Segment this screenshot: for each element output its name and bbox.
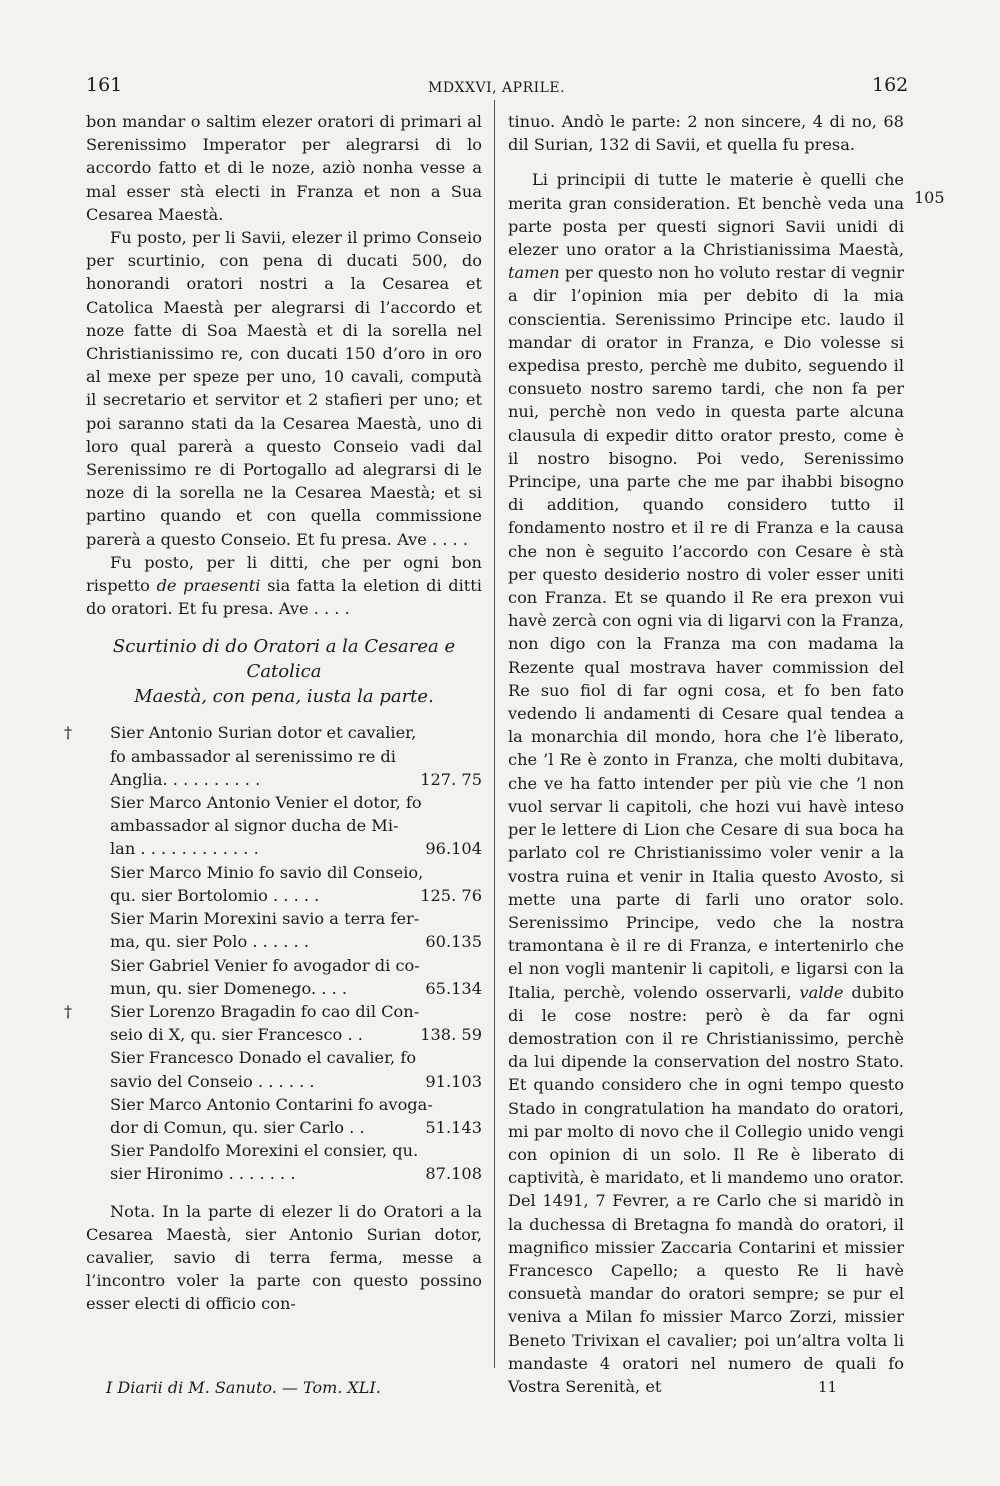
running-header: MDXXVI, APRILE. [428, 80, 566, 96]
nota-paragraph: Nota. In la parte di elezer li do Oratori a la Cesarea Maestà, sier Antonio Surian dotor, cavalier, savio di terra ferma, messe a l’incontro voler la parte con questo possino esser electi di officio con- [86, 1201, 482, 1314]
section-title-line-1: Scurtinio di do Oratori a la Cesarea e Catolica [112, 636, 456, 683]
entry-line-1: Sier Francesco Donado el cavalier, fo [110, 1048, 417, 1068]
entry-line-3 [110, 977, 482, 1000]
entry-line-1: Sier Marco Antonio Venier el dotor, fo [110, 793, 422, 813]
entry-line-3-text: seio di X, qu. sier Francesco . . [110, 1025, 363, 1045]
entry-line-1: Sier Marin Morexini savio a terra fer- [110, 909, 420, 929]
vote-count: 91.103 [425, 1071, 482, 1091]
entry-line-2: ambassador al signor ducha de Mi- [110, 816, 399, 836]
left-p3-italic: de praesenti [156, 576, 261, 596]
right-paragraph-1: tinuo. Andò le parte: 2 non sincere, 4 di no, 68 dil Surian, 132 di Savii, et quella fu presa. [508, 112, 904, 155]
footer-signature: 11 [818, 1378, 838, 1396]
ballot-entry [86, 791, 482, 861]
left-paragraph-3 [86, 551, 482, 621]
entry-line-3-text: dor di Comun, qu. sier Carlo . . [110, 1117, 365, 1137]
ballot-entry [86, 954, 482, 1000]
ballot-entry [86, 1046, 482, 1092]
entry-line-1: Sier Pandolfo Morexini el consier, qu. [110, 1141, 419, 1161]
entry-line-2: fo ambassador al serenissimo re di [110, 746, 396, 766]
entry-line-1: Sier Antonio Surian dotor et cavalier, [110, 723, 417, 743]
ballot-entry [86, 1139, 482, 1185]
entry-line-3 [110, 1116, 482, 1139]
elected-dagger: † [64, 723, 73, 743]
vote-count: 87.108 [425, 1164, 482, 1184]
right-p2-part-a: Li principii di tutte le materie è quelli che merita gran consideration. Et benchè veda una parte posta per questi signori Savii unidi di elezer uno orator a la Christianissima Maestà, [508, 170, 904, 260]
page-number-right: 162 [872, 74, 909, 96]
right-column [508, 110, 904, 1398]
left-p3-part-b: sia fatta la eletion di ditti do oratori. Et fu presa. Ave . . . . [86, 576, 482, 619]
entry-line-3-text: qu. sier Bortolomio . . . . . [110, 885, 320, 905]
entry-line-3 [110, 884, 482, 907]
ballot-entry [64, 721, 482, 791]
right-p2-part-b: per questo non ho voluto restar di vegnir a dir l’opinion mia per debito di la mia conscientia. Serenissimo Principe etc. laudo il mandar di orator in Franza, e Dio volesse si expedisa presto, perchè me dubito, seguendo il consueto nostro saremo tardi, che non fa per nui, perchè non vedo in questa parte alcuna clausula di expedir ditto orator presto, come è il nostro bisogno. Poi vedo, Serenissimo Principe, una parte che me par ihabbi bisogno di addition, quando considero tutto il fondamento nostro et il re di Franza e la causa che non è seguito l’accordo con Cesare è stà per questo desiderio nostro di voler esser uniti con Franza. Et se quando il Re era prexon vui havè zercà con ogni via di ligarvi con la Franza, non digo con la Franza ma con madama la Rezente qual mostrava haver commission del Re suo fiol di far ogni cosa, et fo ben fato vedendo li andamenti di Cesare qual tendea a la monarchia dil mondo, hora che l’è liberato, che ’l Re è zonto in Franza, che molti dubitava, che ve ha fatto intender per più vie che ’l non vuol servar li capitoli, che hozi vui havè inteso per le lettere di Lion che Cesare di sua boca ha parlato col re Christianissimo voler venir a la vostra ruina et venir in Italia questo Avosto, si mette una parte di farli uno orator solo. Serenissimo Principe, vedo che la nostra tramontana è il re di Franza, e intertenirlo che el non vogli mantenir li capitoli, e ligarsi con la Italia, perchè, volendo osservarli, [508, 263, 904, 1002]
left-column [64, 110, 482, 1316]
entry-line-1: Sier Marco Minio fo savio dil Conseio, [110, 862, 424, 882]
entry-line-3 [110, 1162, 482, 1185]
section-title-line-2: Maestà, con pena, iusta la parte. [134, 686, 434, 708]
entry-line-3-text: lan . . . . . . . . . . . . [110, 839, 259, 859]
entry-line-3-text: Anglia. . . . . . . . . . [110, 769, 261, 789]
entry-line-3-text: sier Hironimo . . . . . . . [110, 1164, 296, 1184]
entry-line-3 [110, 768, 482, 791]
entry-line-3 [110, 1070, 482, 1093]
ballot-entry [86, 861, 482, 907]
ballot-list [64, 721, 482, 1185]
entry-line-3 [110, 1023, 482, 1046]
vote-count: 65.134 [425, 978, 482, 998]
entry-line-1: Sier Lorenzo Bragadin fo cao dil Con- [110, 1001, 420, 1021]
column-divider [494, 100, 495, 1368]
vote-count: 127. 75 [420, 769, 482, 789]
right-p2-italic-tamen: tamen [508, 263, 560, 283]
ballot-entry [86, 1093, 482, 1139]
entry-line-3-text: ma, qu. sier Polo . . . . . . [110, 932, 309, 952]
entry-line-3 [110, 837, 482, 860]
page-number-left: 161 [86, 74, 123, 96]
elected-dagger: † [64, 1001, 73, 1021]
vote-count: 125. 76 [420, 885, 482, 905]
entry-line-3 [110, 930, 482, 953]
left-paragraph-1: bon mandar o saltim elezer oratori di primari al Serenissimo Imperator per alegrarsi di lo accordo fatto et di le noze, aziò nonha vesse a mal esser stà electi in Franza et non a Sua Cesarea Maestà. [86, 112, 482, 224]
vote-count: 60.135 [425, 932, 482, 952]
vote-count: 96.104 [425, 839, 482, 859]
footer-title: I Diarii di M. Sanuto. — Tom. XLI. [106, 1378, 381, 1397]
entry-line-3-text: mun, qu. sier Domenego. . . . [110, 978, 348, 998]
vote-count: 51.143 [425, 1117, 482, 1137]
right-paragraph-2 [508, 168, 904, 1398]
left-p3-part-a: Fu posto, per li ditti, che per ogni bon rispetto [86, 552, 482, 596]
ballot-entry [86, 907, 482, 953]
entry-line-1: Sier Marco Antonio Contarini fo avoga- [110, 1094, 433, 1114]
left-paragraph-2: Fu posto, per li Savii, elezer il primo Conseio per scurtinio, con pena di ducati 500, do honorandi oratori nostri a la Cesarea et Catolica Maestà per alegrarsi di l’accordo et noze fatte di Soa Maestà et di la sorella nel Christianissimo re, con ducati 150 d’oro in oro al mexe per speze per uno, 10 cavali, computà il secretario et servitor et 2 stafieri per uno; et poi saranno stati da la Cesarea Maestà, uno di loro qual parerà a questo Conseio vadi dal Serenissimo re di Portogallo ad alegrarsi di le noze di la sorella ne la Cesarea Maestà; et si partino quando et con quella commissione parerà a questo Conseio. Et fu presa. Ave . . . . [86, 228, 482, 549]
ballot-entry [64, 1000, 482, 1046]
right-p2-part-c: dubito di le cose nostre: però è da far ogni demostration con il re Christianissimo, perchè da lui dipende la conservation del nostro Stato. Et quando considero che in ogni tempo questo Stado in congratulation ha mandato do oratori, mi par molto di novo che il Collegio unido vengi con opinion di un solo. Il Re è liberato di captività, è maridato, et li mandemo uno orator. Del 1491, 7 Fevrer, a re Carlo che si maridò in la duchessa di Bretagna fo mandà do oratori, il magnifico missier Zaccaria Contarini et missier Francesco Capello; a questo Re li havè consuetà mandar do oratori sempre; se pur el veniva a Milan fo missier Marco Zorzi, missier Beneto Trivixan el cavalier; poi un’altra volta li mandaste 4 oratori nel numero de quali fo Vostra Serenità, et [508, 982, 904, 1396]
entry-line-1: Sier Gabriel Venier fo avogador di co- [110, 955, 420, 975]
vote-count: 138. 59 [420, 1025, 482, 1045]
entry-line-3-text: savio del Conseio . . . . . . [110, 1071, 315, 1091]
margin-number: 105 [914, 188, 945, 207]
right-p2-italic-valde: valde [799, 982, 844, 1002]
section-title [86, 634, 482, 709]
